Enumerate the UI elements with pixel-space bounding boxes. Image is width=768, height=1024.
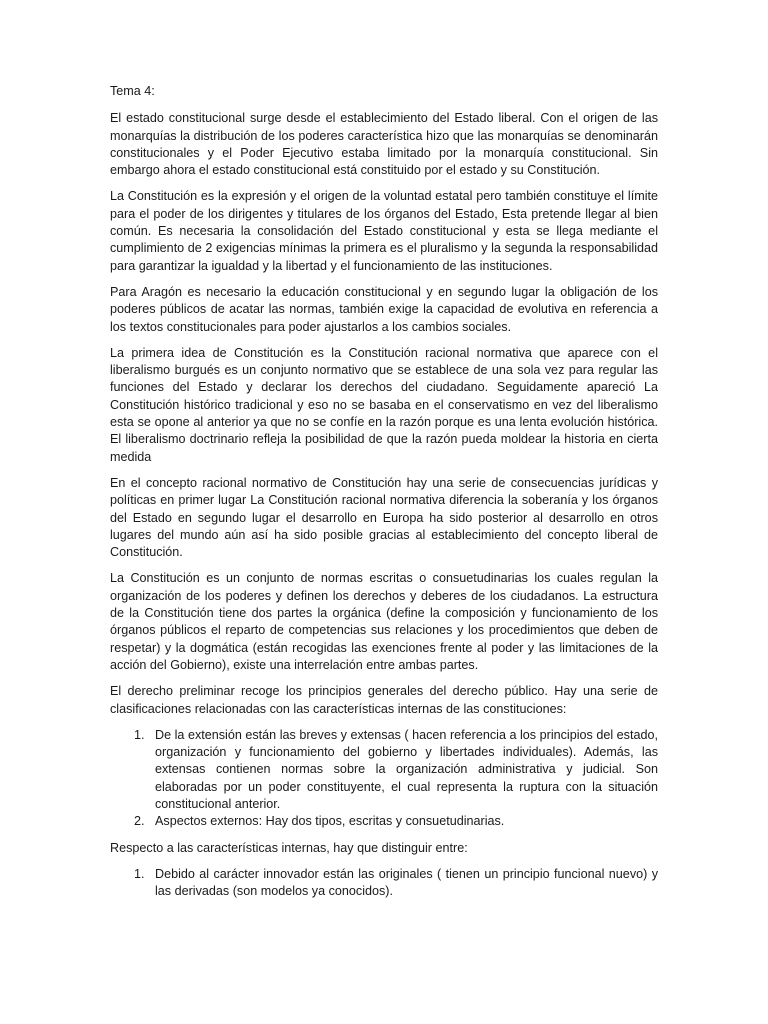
paragraph: Para Aragón es necesario la educación constitucional y en segundo lugar la obligación de los poderes públicos de acatar las normas, también exige la capacidad de evolutiva en referencia a los textos constitucionales para poder ajustarlos a los cambios sociales.	[110, 284, 658, 334]
paragraph: El derecho preliminar recoge los principios generales del derecho público. Hay una serie de clasificaciones relacionadas con las características internas de las constituciones:	[110, 684, 658, 716]
list-item-text: Debido al carácter innovador están las originales ( tienen un principio funcional nuevo) y las derivadas (son modelos ya conocidos).	[155, 866, 658, 899]
list-item	[110, 866, 658, 901]
document-title: Tema 4:	[110, 84, 155, 98]
list-item	[110, 727, 658, 813]
numbered-list	[110, 866, 658, 901]
list-number: 2.	[134, 814, 145, 829]
paragraph: El estado constitucional surge desde el establecimiento del Estado liberal. Con el origen de las monarquías la distribución de los poderes característica hizo que las monarquías se denominarán constitucionales y el Poder Ejecutivo estaba limitado por la monarquía constitucional. Sin embargo ahora el estado constitucional está constituido por el estado y su Constitución.	[110, 111, 658, 178]
list-number: 1.	[134, 727, 145, 742]
paragraph: En el concepto racional normativo de Constitución hay una serie de consecuencias jurídicas y políticas en primer lugar La Constitución racional normativa diferencia la soberanía y los órganos del Estado en segundo lugar el desarrollo en Europa ha sido posterior al desarrollo en otros lugares del mundo aún así ha sido posible gracias al establecimiento del concepto liberal de Constitución.	[110, 475, 658, 560]
paragraph: Respecto a las características internas, hay que distinguir entre:	[110, 840, 468, 855]
document-body	[110, 83, 658, 909]
paragraph: La primera idea de Constitución es la Constitución racional normativa que aparece con el liberalismo burgués es un conjunto normativo que se establece de una sola vez para regular las funciones del Estado y declarar los derechos del ciudadano. Seguidamente apareció La Constitución histórico tradicional y eso no se basaba en el conservatismo en vez del liberalismo esta se opone al anterior ya que no se confíe en la razón porque es una lenta evolución histórica. El liberalismo doctrinario refleja la posibilidad de que la razón pueda moldear la historia en cierta medida	[110, 345, 658, 464]
paragraph: La Constitución es la expresión y el origen de la voluntad estatal pero también constituye el límite para el poder de los dirigentes y titulares de los órganos del Estado, Esta pretende llegar al bien común. Es necesaria la consolidación del Estado constitucional y esta se llega mediante el cumplimiento de 2 exigencias mínimas la primera es el pluralismo y la segunda la responsabilidad para garantizar la igualdad y la libertad y el funcionamiento de las instituciones.	[110, 189, 658, 273]
list-item	[110, 813, 658, 830]
paragraph: La Constitución es un conjunto de normas escritas o consuetudinarias los cuales regulan la organización de los poderes y definen los derechos y deberes de los ciudadanos. La estructura de la Constitución tiene dos partes la orgánica (define la composición y funcionamiento de los órganos públicos el reparto de competencias sus relaciones y los procedimientos que deben de respetar) y la dogmática (están recogidas las exenciones frente al poder y las limitaciones de la acción del Gobierno), existe una interrelación entre ambas partes.	[110, 571, 658, 672]
list-item-text: Aspectos externos: Hay dos tipos, escritas y consuetudinarias.	[155, 814, 505, 829]
list-number: 1.	[134, 866, 145, 881]
numbered-list	[110, 727, 658, 831]
list-item-text: De la extensión están las breves y extensas ( hacen referencia a los principios del estado, organización y funcionamiento del gobierno y libertades individuales). Además, las extensas contienen normas sobre la organización administrativa y judicial. Son elaboradas por un poder constituyente, el cual representa la ruptura con la situación constitucional anterior.	[155, 727, 658, 811]
